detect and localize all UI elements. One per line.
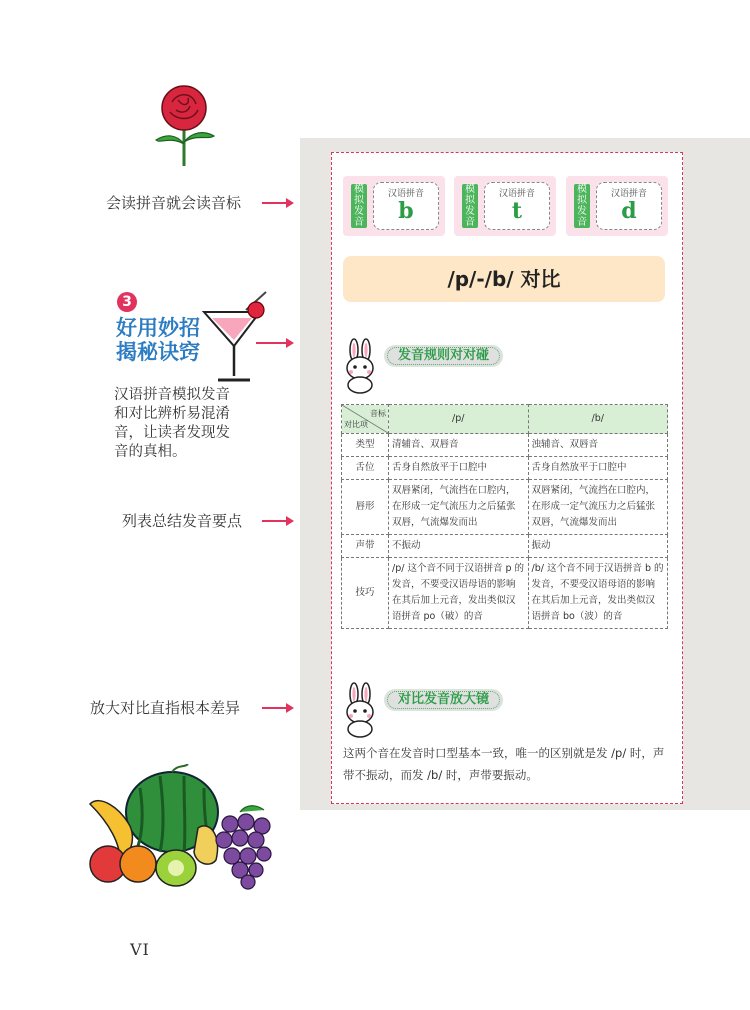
rose-illustration [148, 84, 220, 168]
fruit-illustration [80, 764, 280, 894]
tile-side-label: 模 拟 发 音 [462, 184, 478, 228]
table-header-p: /p/ [389, 405, 529, 434]
feature-title-line1: 好用妙招 [116, 316, 200, 340]
feature-label-2: 列表总结发音要点 [122, 512, 243, 530]
page-number: VI [130, 940, 150, 959]
pinyin-tile-t [454, 176, 556, 236]
tile-caption: 汉语拼音 [498, 189, 535, 199]
section-heading-magnifier: 对比发音放大镜 [384, 689, 503, 711]
feature-title-line2: 揭秘诀窍 [116, 340, 200, 364]
tile-side-label: 模 拟 发 音 [574, 184, 590, 228]
tile-caption: 汉语拼音 [610, 189, 647, 199]
feature-number-badge: 3 [117, 292, 137, 312]
table-row: 技巧 /p/ 这个音不同于汉语拼音 p 的发音，不要受汉语母语的影响在其后加上元音，发出类似汉语拼音 po（破）的音 /b/ 这个音不同于汉语拼音 b 的发音，不要受汉语母语的影响在其后加上元音，发出类似汉语拼音 bo（波）的音 [342, 558, 668, 629]
tile-letter: d [621, 198, 637, 224]
comparison-banner: /p/-/b/ 对比 [343, 256, 665, 302]
section-heading-rules: 发音规则对对碰 [384, 345, 503, 367]
pinyin-tile-b [343, 176, 445, 236]
cocktail-illustration [200, 286, 274, 386]
table-row: 唇形 双唇紧闭，气流挡在口腔内，在形成一定气流压力之后猛张双唇，气流爆发而出 双唇紧闭，气流挡在口腔内，在形成一定气流压力之后猛张双唇，气流爆发而出 [342, 480, 668, 535]
tile-letter: b [398, 198, 414, 224]
arrow-4 [262, 707, 292, 709]
feature-description: 汉语拼音模拟发音 和对比辨析易混淆 音，让读者发现发 音的真相。 [114, 387, 230, 460]
table-row: 声带 不振动 振动 [342, 535, 668, 558]
table-corner-cell: 音标 对比项 [342, 405, 389, 434]
feature-label-1: 会读拼音就会读音标 [106, 194, 242, 212]
arrow-3 [262, 520, 292, 522]
arrow-1 [262, 202, 292, 204]
tile-caption: 汉语拼音 [387, 189, 424, 199]
pinyin-tile-d [566, 176, 668, 236]
table-header-row [342, 405, 668, 434]
feature-label-3: 放大对比直指根本差异 [90, 699, 241, 717]
comparison-table [341, 404, 668, 629]
bunny-icon [340, 338, 380, 394]
table-header-b: /b/ [528, 405, 668, 434]
summary-text: 这两个音在发音时口型基本一致，唯一的区别就是发 /p/ 时，声带不振动，而发 /b/ 时，声带要振动。 [343, 746, 665, 782]
arrow-2 [256, 342, 292, 344]
table-row: 舌位 舌身自然放平于口腔中 舌身自然放平于口腔中 [342, 457, 668, 480]
tile-letter: t [511, 198, 523, 224]
table-row: 类型 清辅音、双唇音 浊辅音、双唇音 [342, 434, 668, 457]
bunny-icon [340, 682, 380, 738]
tile-side-label: 模 拟 发 音 [351, 184, 367, 228]
